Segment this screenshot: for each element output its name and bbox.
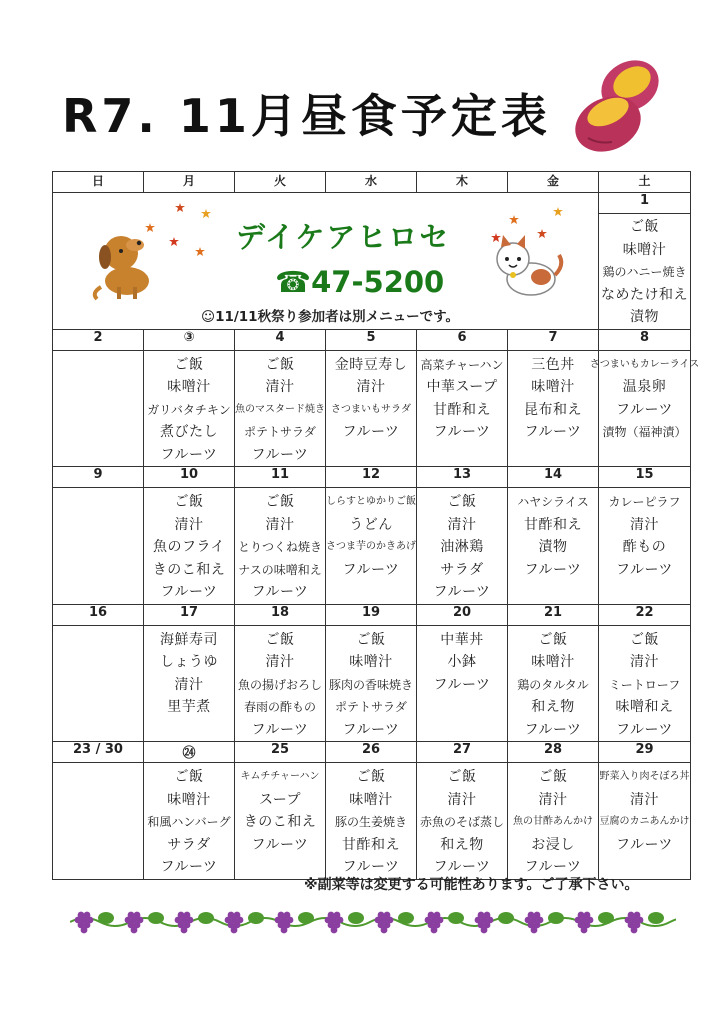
menu-cell (599, 488, 691, 605)
banner (53, 193, 598, 324)
menu-item: フルーツ (524, 424, 582, 440)
menu-item: 清汁 (356, 379, 386, 395)
menu-item: 昆布和え (524, 401, 582, 418)
menu-cell (599, 214, 691, 330)
weekday-sat: 土 (599, 172, 691, 193)
grape-cluster-icon (425, 912, 464, 934)
menu-row (53, 488, 691, 605)
menu-item: お浸し (531, 836, 575, 853)
menu-cell (326, 350, 417, 467)
date-cell: 5 (326, 329, 417, 350)
weeks-body (53, 329, 700, 879)
menu-item: ご飯 (356, 769, 386, 785)
weekday-mon: 月 (144, 172, 235, 193)
maple-leaf-icon (537, 229, 547, 239)
menu-item: 鶏のタルタル (517, 677, 589, 692)
date-row (53, 467, 691, 488)
menu-row (53, 350, 691, 467)
menu-item: 魚の揚げおろし (237, 677, 322, 692)
weekday-wed: 水 (326, 172, 417, 193)
grape-cluster-icon (125, 912, 164, 934)
menu-item: ミートローフ (608, 677, 681, 692)
grape-cluster-icon (525, 912, 564, 934)
menu-item: 温泉卵 (622, 379, 667, 395)
menu-item: きのこ和え (152, 561, 226, 578)
date-cell: 7 (508, 329, 599, 350)
menu-cell (144, 625, 235, 742)
menu-item: 金時豆寿し (334, 356, 408, 373)
date-cell: 23 / 30 (53, 742, 144, 763)
menu-item: 小鉢 (447, 654, 477, 670)
menu-item: フルーツ (160, 584, 218, 600)
menu-item: ポテトサラダ (244, 425, 316, 439)
menu-item: 味噌和え (615, 699, 674, 715)
menu-item: 魚のフライ (152, 539, 226, 555)
menu-item: 高菜チャーハン (420, 357, 504, 372)
menu-item: 味噌汁 (531, 654, 575, 670)
menu-item: 酢もの (622, 539, 667, 555)
menu-item: キムチチャーハン (240, 771, 320, 782)
menu-cell (235, 488, 326, 605)
maple-leaf-icon (195, 247, 205, 257)
menu-item: 清汁 (174, 676, 204, 693)
menu-item: フルーツ (251, 836, 309, 853)
date-cell: 11 (235, 467, 326, 488)
menu-item: 和え物 (440, 836, 484, 853)
menu-cell (599, 763, 691, 880)
date-cell: 13 (417, 467, 508, 488)
menu-item: 海鮮寿司 (160, 631, 218, 648)
menu-cell (53, 350, 144, 467)
date-cell: 6 (417, 329, 508, 350)
menu-item: フルーツ (616, 561, 673, 578)
menu-item: ハヤシライス (517, 495, 589, 509)
maple-leaf-icon (201, 209, 211, 219)
menu-item: 豚肉の香味焼き (328, 677, 413, 692)
date-row (53, 329, 691, 350)
menu-item: 赤魚のそば蒸し (419, 815, 504, 829)
menu-item: フルーツ (616, 401, 673, 418)
date-cell: 4 (235, 329, 326, 350)
menu-item: 味噌汁 (349, 654, 393, 670)
menu-cell (53, 625, 144, 742)
date-cell: 10 (144, 467, 235, 488)
date-cell: 15 (599, 467, 691, 488)
menu-item: フルーツ (251, 721, 309, 738)
menu-item: 清汁 (630, 654, 659, 670)
menu-cell (235, 625, 326, 742)
menu-cell (53, 763, 144, 880)
date-cell: 26 (326, 742, 417, 763)
menu-item: 魚のマスタード焼き (235, 403, 325, 415)
date-cell: 29 (599, 742, 691, 763)
menu-item: ご飯 (630, 631, 659, 648)
menu-cell (326, 763, 417, 880)
date-cell: 19 (326, 604, 417, 625)
grape-cluster-icon (375, 912, 414, 934)
menu-item: フルーツ (251, 584, 309, 600)
menu-cell (599, 625, 691, 742)
menu-cell (235, 763, 326, 880)
menu-item: ご飯 (174, 356, 204, 373)
weekday-fri: 金 (508, 172, 599, 193)
menu-item: フルーツ (433, 424, 491, 440)
festival-note: ☺11/11秋祭り参加者は別メニューです。 (201, 309, 459, 325)
menu-item: さつまいもサラダ (331, 403, 411, 415)
menu-item: フルーツ (160, 859, 218, 875)
menu-item: 甘酢和え (433, 401, 491, 418)
menu-item: スープ (258, 791, 302, 808)
menu-cell (235, 350, 326, 467)
menu-item: 清汁 (174, 516, 204, 533)
menu-cell (508, 488, 599, 605)
menu-item: ご飯 (447, 494, 477, 510)
menu-item: フルーツ (342, 721, 400, 738)
menu-cell (508, 625, 599, 742)
menu-item: 漬物 (538, 539, 568, 555)
menu-item: 漬物（福神漬） (602, 425, 687, 439)
grape-cluster-icon (475, 912, 514, 934)
menu-item: 清汁 (265, 379, 295, 395)
menu-cell (508, 350, 599, 467)
lunch-calendar (52, 171, 700, 880)
menu-item: フルーツ (524, 561, 582, 578)
menu-item: ご飯 (538, 769, 568, 785)
menu-item: 清汁 (630, 791, 659, 808)
menu-item: 漬物 (630, 309, 659, 325)
weekday-thu: 木 (417, 172, 508, 193)
menu-item: 甘酢和え (524, 516, 582, 533)
menu-item: フルーツ (616, 836, 673, 853)
menu-item: フルーツ (433, 676, 491, 693)
phone-number: ☎47-5200 (275, 265, 445, 299)
sweet-potato-icon (568, 46, 674, 158)
menu-item: フルーツ (616, 721, 673, 738)
menu-item: 野菜入り肉そぼろ丼 (599, 771, 690, 782)
menu-item: 煮びたし (160, 424, 218, 440)
menu-cell (589, 350, 700, 467)
menu-item: ご飯 (265, 356, 295, 373)
menu-item: 甘酢和え (342, 836, 400, 853)
menu-item: サラダ (167, 836, 211, 853)
grape-vine-icon (70, 904, 676, 940)
menu-item: ご飯 (538, 631, 568, 648)
grape-cluster-icon (275, 912, 314, 934)
menu-item: ガリバタチキン (147, 402, 231, 417)
page-title: R7. 11月昼食予定表 (62, 89, 551, 143)
menu-item: 清汁 (630, 516, 659, 533)
date-cell: 8 (599, 329, 691, 350)
menu-item: 中華丼 (440, 631, 484, 648)
facility-name: デイケアヒロセ (236, 220, 451, 254)
menu-cell (326, 625, 417, 742)
date-row (53, 604, 691, 625)
menu-item: さつま芋のかきあげ (326, 541, 416, 552)
menu-row (53, 625, 691, 742)
maple-leaf-icon (175, 203, 185, 213)
menu-cell (144, 488, 235, 605)
menu-item: とりつくね焼き (237, 540, 322, 554)
grape-cluster-icon (175, 912, 214, 934)
menu-cell (144, 350, 235, 467)
date-cell: 1 (599, 193, 691, 214)
menu-item: ご飯 (356, 631, 386, 648)
date-cell: 20 (417, 604, 508, 625)
menu-cell (144, 763, 235, 880)
menu-cell (508, 763, 599, 880)
menu-item: 豚の生姜焼き (334, 815, 407, 829)
date-cell: ③ (144, 329, 235, 350)
menu-item: 豆腐のカニあんかけ (599, 816, 690, 827)
date-cell: 14 (508, 467, 599, 488)
grape-cluster-icon (625, 912, 664, 934)
menu-item: ナスの味噌和え (238, 562, 322, 577)
menu-item: ご飯 (630, 219, 659, 235)
menu-item: 里芋煮 (167, 699, 211, 715)
menu-item: フルーツ (251, 446, 309, 463)
menu-item: 味噌汁 (531, 379, 575, 395)
grape-cluster-icon (225, 912, 264, 934)
menu-item: 清汁 (447, 516, 477, 533)
maple-leaf-icon (553, 207, 563, 217)
weekday-sun: 日 (53, 172, 144, 193)
menu-item: 味噌汁 (167, 379, 211, 395)
date-cell: 21 (508, 604, 599, 625)
date-row (53, 742, 691, 763)
menu-item: フルーツ (160, 446, 218, 463)
date-cell: 12 (326, 467, 417, 488)
menu-item: フルーツ (433, 584, 491, 600)
menu-item: ご飯 (265, 494, 295, 510)
menu-item: 三色丼 (531, 356, 575, 373)
menu-item: 和え物 (531, 699, 575, 715)
menu-item: しょうゆ (160, 654, 218, 670)
menu-item: ご飯 (174, 769, 204, 785)
menu-item: ご飯 (265, 631, 295, 648)
menu-item: フルーツ (342, 424, 400, 440)
menu-item: 清汁 (265, 654, 295, 670)
menu-item: フルーツ (433, 859, 491, 875)
menu-row (53, 763, 691, 880)
date-cell: 28 (508, 742, 599, 763)
menu-item: 清汁 (538, 791, 568, 808)
date-cell: 22 (599, 604, 691, 625)
menu-item: うどん (349, 516, 393, 533)
menu-cell (417, 763, 508, 880)
weekday-tue: 火 (235, 172, 326, 193)
date-cell: 17 (144, 604, 235, 625)
footnote: ※副菜等は変更する可能性あります。ご了承下さい。 (304, 877, 639, 893)
menu-item: ご飯 (174, 494, 204, 510)
maple-leaf-icon (145, 223, 155, 233)
maple-leaf-icon (491, 233, 501, 243)
menu-item: なめたけ和え (601, 286, 688, 303)
menu-item: 魚の甘酢あんかけ (513, 816, 593, 827)
date-cell: 25 (235, 742, 326, 763)
menu-item: さつまいもカレーライス (589, 358, 700, 370)
grape-cluster-icon (75, 912, 114, 934)
menu-item: フルーツ (342, 561, 400, 578)
date-cell: 27 (417, 742, 508, 763)
menu-item: サラダ (440, 561, 484, 578)
grape-cluster-icon (575, 912, 614, 934)
menu-cell (417, 625, 508, 742)
menu-item: 味噌汁 (349, 791, 393, 808)
menu-item: ポテトサラダ (335, 700, 407, 714)
menu-item: 清汁 (265, 516, 295, 533)
menu-item: ご飯 (447, 769, 477, 785)
weekday-header-row (53, 172, 691, 193)
date-cell: 16 (53, 604, 144, 625)
menu-cell (417, 488, 508, 605)
date-cell: 2 (53, 329, 144, 350)
menu-item: 中華スープ (426, 379, 498, 395)
grape-cluster-icon (325, 912, 364, 934)
dog-icon (81, 223, 161, 303)
menu-item: 油淋鶏 (440, 539, 484, 555)
menu-cell (417, 350, 508, 467)
menu-cell (326, 488, 417, 605)
menu-item: 春雨の酢もの (243, 700, 316, 714)
menu-cell (53, 488, 144, 605)
date-cell: ㉔ (144, 742, 235, 763)
menu-item: きのこ和え (243, 814, 317, 830)
menu-item: 清汁 (447, 791, 477, 808)
menu-item: 鶏のハニー焼き (602, 265, 687, 279)
menu-item: フルーツ (524, 721, 582, 738)
menu-item: カレーピラフ (608, 495, 681, 509)
date-cell: 9 (53, 467, 144, 488)
maple-leaf-icon (169, 237, 179, 247)
menu-item: 味噌汁 (167, 791, 211, 808)
menu-item: フルーツ (342, 859, 400, 875)
date-cell: 18 (235, 604, 326, 625)
menu-item: フルーツ (524, 859, 582, 875)
menu-item: 和風ハンバーグ (147, 815, 231, 829)
maple-leaf-icon (509, 215, 519, 225)
menu-item: 味噌汁 (622, 241, 667, 258)
menu-item: しらすとゆかりご飯 (326, 496, 416, 507)
